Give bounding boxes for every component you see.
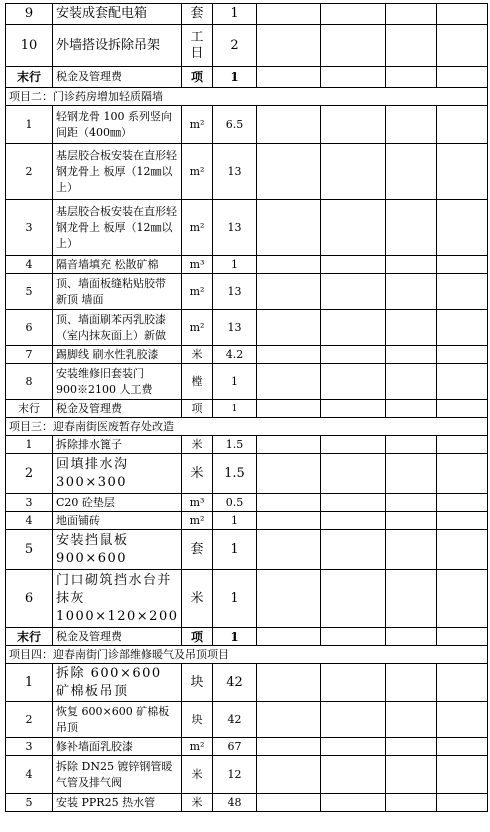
empty-cell — [386, 310, 437, 346]
table-row — [6, 4, 488, 25]
empty-cell — [257, 200, 321, 256]
table-row — [6, 364, 488, 400]
item-quantity: 1 — [213, 364, 257, 400]
item-quantity: 1 — [213, 400, 257, 418]
empty-cell — [386, 256, 437, 274]
table-row — [6, 144, 488, 200]
item-unit: 米 — [182, 570, 213, 628]
item-number: 末行 — [6, 67, 53, 88]
empty-cell — [437, 4, 488, 25]
section-title: 项目三：迎春南街医废暂存处改造 — [6, 418, 488, 436]
item-name: 安装维修旧套装门 900※2100 人工费 — [53, 364, 182, 400]
empty-cell — [257, 256, 321, 274]
item-number: 1 — [6, 436, 53, 454]
empty-cell — [437, 738, 488, 756]
table-row — [6, 310, 488, 346]
item-number: 9 — [6, 4, 53, 25]
table-row — [6, 106, 488, 144]
empty-cell — [257, 738, 321, 756]
empty-cell — [437, 25, 488, 67]
item-unit: m² — [182, 512, 213, 530]
item-unit: 米 — [182, 346, 213, 364]
empty-cell — [257, 25, 321, 67]
table-row — [6, 67, 488, 88]
empty-cell — [257, 756, 321, 794]
empty-cell — [386, 570, 437, 628]
empty-cell — [437, 144, 488, 200]
item-name: 税金及管理费 — [53, 67, 182, 88]
item-unit: m² — [182, 200, 213, 256]
item-number: 4 — [6, 756, 53, 794]
table-body — [6, 4, 488, 812]
item-number: 10 — [6, 25, 53, 67]
item-unit: m³ — [182, 256, 213, 274]
item-name: 基层胶合板安装在直形轻钢龙骨上 板厚（12㎜以上） — [53, 200, 182, 256]
item-name: 恢复 600×600 矿棉板吊顶 — [53, 702, 182, 738]
item-number: 4 — [6, 256, 53, 274]
item-name: 修补墙面乳胶漆 — [53, 738, 182, 756]
item-unit: 项 — [182, 400, 213, 418]
item-unit: 套 — [182, 4, 213, 25]
empty-cell — [321, 628, 386, 646]
empty-cell — [321, 664, 386, 702]
empty-cell — [437, 664, 488, 702]
empty-cell — [386, 628, 437, 646]
item-unit: 项 — [182, 628, 213, 646]
empty-cell — [257, 530, 321, 570]
empty-cell — [437, 494, 488, 512]
item-number: 5 — [6, 794, 53, 812]
item-name: 安装 PPR25 热水管 — [53, 794, 182, 812]
item-name: C20 砼垫层 — [53, 494, 182, 512]
empty-cell — [437, 454, 488, 494]
empty-cell — [386, 364, 437, 400]
item-quantity: 1 — [213, 4, 257, 25]
table-row — [6, 756, 488, 794]
item-name: 税金及管理费 — [53, 400, 182, 418]
empty-cell — [386, 794, 437, 812]
empty-cell — [321, 494, 386, 512]
item-number: 1 — [6, 664, 53, 702]
item-name: 地面铺砖 — [53, 512, 182, 530]
table-row — [6, 738, 488, 756]
empty-cell — [257, 512, 321, 530]
empty-cell — [321, 364, 386, 400]
item-quantity: 13 — [213, 310, 257, 346]
item-number: 6 — [6, 570, 53, 628]
section-header-row — [6, 418, 488, 436]
item-quantity: 12 — [213, 756, 257, 794]
item-unit: 米 — [182, 436, 213, 454]
empty-cell — [257, 364, 321, 400]
item-unit: 块 — [182, 702, 213, 738]
empty-cell — [321, 400, 386, 418]
item-name: 踢脚线 刷水性乳胶漆 — [53, 346, 182, 364]
item-number: 3 — [6, 200, 53, 256]
item-number: 5 — [6, 530, 53, 570]
item-quantity: 13 — [213, 144, 257, 200]
table-row — [6, 702, 488, 738]
item-quantity: 6.5 — [213, 106, 257, 144]
item-name: 税金及管理费 — [53, 628, 182, 646]
item-unit: m² — [182, 106, 213, 144]
empty-cell — [321, 67, 386, 88]
empty-cell — [257, 274, 321, 310]
empty-cell — [386, 400, 437, 418]
empty-cell — [437, 256, 488, 274]
empty-cell — [437, 702, 488, 738]
item-number: 3 — [6, 494, 53, 512]
item-quantity: 1.5 — [213, 436, 257, 454]
empty-cell — [386, 25, 437, 67]
table-row — [6, 454, 488, 494]
item-number: 3 — [6, 738, 53, 756]
item-unit: m³ — [182, 494, 213, 512]
item-unit: 米 — [182, 794, 213, 812]
item-unit: m² — [182, 144, 213, 200]
empty-cell — [386, 274, 437, 310]
table-row — [6, 436, 488, 454]
item-quantity: 1 — [213, 628, 257, 646]
item-name: 回填排水沟 300×300 — [53, 454, 182, 494]
section-header-row — [6, 88, 488, 106]
item-number: 6 — [6, 310, 53, 346]
empty-cell — [257, 106, 321, 144]
table-row — [6, 256, 488, 274]
empty-cell — [437, 310, 488, 346]
empty-cell — [321, 570, 386, 628]
empty-cell — [321, 200, 386, 256]
empty-cell — [321, 106, 386, 144]
empty-cell — [321, 454, 386, 494]
item-quantity: 67 — [213, 738, 257, 756]
item-name: 轻钢龙骨 100 系列竖向间距（400㎜） — [53, 106, 182, 144]
item-quantity: 13 — [213, 274, 257, 310]
item-number: 末行 — [6, 400, 53, 418]
table-row — [6, 628, 488, 646]
item-number: 5 — [6, 274, 53, 310]
empty-cell — [437, 200, 488, 256]
empty-cell — [386, 530, 437, 570]
bill-of-quantities-table — [5, 3, 488, 812]
item-quantity: 2 — [213, 25, 257, 67]
empty-cell — [321, 756, 386, 794]
empty-cell — [257, 144, 321, 200]
empty-cell — [386, 200, 437, 256]
empty-cell — [386, 494, 437, 512]
table-row — [6, 200, 488, 256]
empty-cell — [386, 664, 437, 702]
item-quantity: 48 — [213, 794, 257, 812]
empty-cell — [321, 256, 386, 274]
item-unit: 项 — [182, 67, 213, 88]
item-number: 7 — [6, 346, 53, 364]
item-name: 安装挡鼠板 900×600 — [53, 530, 182, 570]
item-name: 顶、墙面刷苯丙乳胶漆（室内抹灰面上）新做 — [53, 310, 182, 346]
empty-cell — [437, 364, 488, 400]
item-unit: 樘 — [182, 364, 213, 400]
item-unit: m² — [182, 274, 213, 310]
empty-cell — [321, 346, 386, 364]
section-title: 项目二：门诊药房增加轻质隔墙 — [6, 88, 488, 106]
item-quantity: 1 — [213, 67, 257, 88]
item-unit: 工 日 — [182, 25, 213, 67]
item-name: 门口砌筑挡水台并抹灰 1000×120×200 — [53, 570, 182, 628]
empty-cell — [257, 454, 321, 494]
empty-cell — [386, 4, 437, 25]
empty-cell — [257, 570, 321, 628]
empty-cell — [386, 512, 437, 530]
empty-cell — [321, 310, 386, 346]
empty-cell — [437, 530, 488, 570]
empty-cell — [386, 144, 437, 200]
empty-cell — [321, 4, 386, 25]
item-name: 安装成套配电箱 — [53, 4, 182, 25]
item-unit: 块 — [182, 664, 213, 702]
empty-cell — [437, 67, 488, 88]
empty-cell — [386, 738, 437, 756]
item-quantity: 42 — [213, 702, 257, 738]
item-name: 隔音墙填充 松散矿棉 — [53, 256, 182, 274]
empty-cell — [257, 310, 321, 346]
table-row — [6, 664, 488, 702]
item-quantity: 1 — [213, 570, 257, 628]
empty-cell — [386, 346, 437, 364]
item-unit: m² — [182, 738, 213, 756]
item-unit: 米 — [182, 756, 213, 794]
empty-cell — [321, 512, 386, 530]
table-row — [6, 512, 488, 530]
table-row — [6, 494, 488, 512]
item-number: 1 — [6, 106, 53, 144]
empty-cell — [257, 4, 321, 25]
empty-cell — [437, 400, 488, 418]
item-quantity: 1 — [213, 530, 257, 570]
table-row — [6, 570, 488, 628]
empty-cell — [321, 144, 386, 200]
empty-cell — [257, 794, 321, 812]
table-row — [6, 794, 488, 812]
empty-cell — [437, 512, 488, 530]
empty-cell — [437, 106, 488, 144]
item-quantity: 1 — [213, 512, 257, 530]
item-quantity: 4.2 — [213, 346, 257, 364]
item-quantity: 42 — [213, 664, 257, 702]
empty-cell — [437, 274, 488, 310]
item-number: 2 — [6, 702, 53, 738]
item-unit: m² — [182, 310, 213, 346]
empty-cell — [321, 702, 386, 738]
empty-cell — [437, 346, 488, 364]
empty-cell — [257, 702, 321, 738]
item-name: 拆除排水篦子 — [53, 436, 182, 454]
empty-cell — [257, 67, 321, 88]
item-unit: 米 — [182, 454, 213, 494]
empty-cell — [437, 628, 488, 646]
empty-cell — [386, 436, 437, 454]
empty-cell — [257, 346, 321, 364]
empty-cell — [257, 628, 321, 646]
item-quantity: 1.5 — [213, 454, 257, 494]
table-row — [6, 530, 488, 570]
item-unit: 套 — [182, 530, 213, 570]
table-row — [6, 274, 488, 310]
empty-cell — [321, 25, 386, 67]
item-quantity: 0.5 — [213, 494, 257, 512]
item-number: 4 — [6, 512, 53, 530]
item-number: 2 — [6, 144, 53, 200]
item-number: 2 — [6, 454, 53, 494]
item-name: 外墙搭设拆除吊架 — [53, 25, 182, 67]
item-name: 顶、墙面板缝粘贴胶带 新顶 墙面 — [53, 274, 182, 310]
item-number: 末行 — [6, 628, 53, 646]
empty-cell — [386, 67, 437, 88]
empty-cell — [386, 702, 437, 738]
item-quantity: 1 — [213, 256, 257, 274]
empty-cell — [386, 454, 437, 494]
item-name: 基层胶合板安装在直形轻钢龙骨上 板厚（12㎜以上） — [53, 144, 182, 200]
empty-cell — [437, 570, 488, 628]
item-name: 拆除 600×600 矿棉板吊顶 — [53, 664, 182, 702]
empty-cell — [321, 436, 386, 454]
empty-cell — [257, 494, 321, 512]
section-header-row — [6, 646, 488, 664]
empty-cell — [257, 664, 321, 702]
empty-cell — [321, 738, 386, 756]
table-row — [6, 400, 488, 418]
table-row — [6, 346, 488, 364]
empty-cell — [386, 106, 437, 144]
item-number: 8 — [6, 364, 53, 400]
item-name: 拆除 DN25 镀锌钢管暖气管及排气阀 — [53, 756, 182, 794]
table-row — [6, 25, 488, 67]
item-quantity: 13 — [213, 200, 257, 256]
empty-cell — [437, 794, 488, 812]
section-title: 项目四：迎春南街门诊部维修暖气及吊顶项目 — [6, 646, 488, 664]
empty-cell — [386, 756, 437, 794]
empty-cell — [437, 436, 488, 454]
empty-cell — [321, 274, 386, 310]
empty-cell — [321, 530, 386, 570]
empty-cell — [321, 794, 386, 812]
empty-cell — [257, 400, 321, 418]
empty-cell — [257, 436, 321, 454]
empty-cell — [437, 756, 488, 794]
